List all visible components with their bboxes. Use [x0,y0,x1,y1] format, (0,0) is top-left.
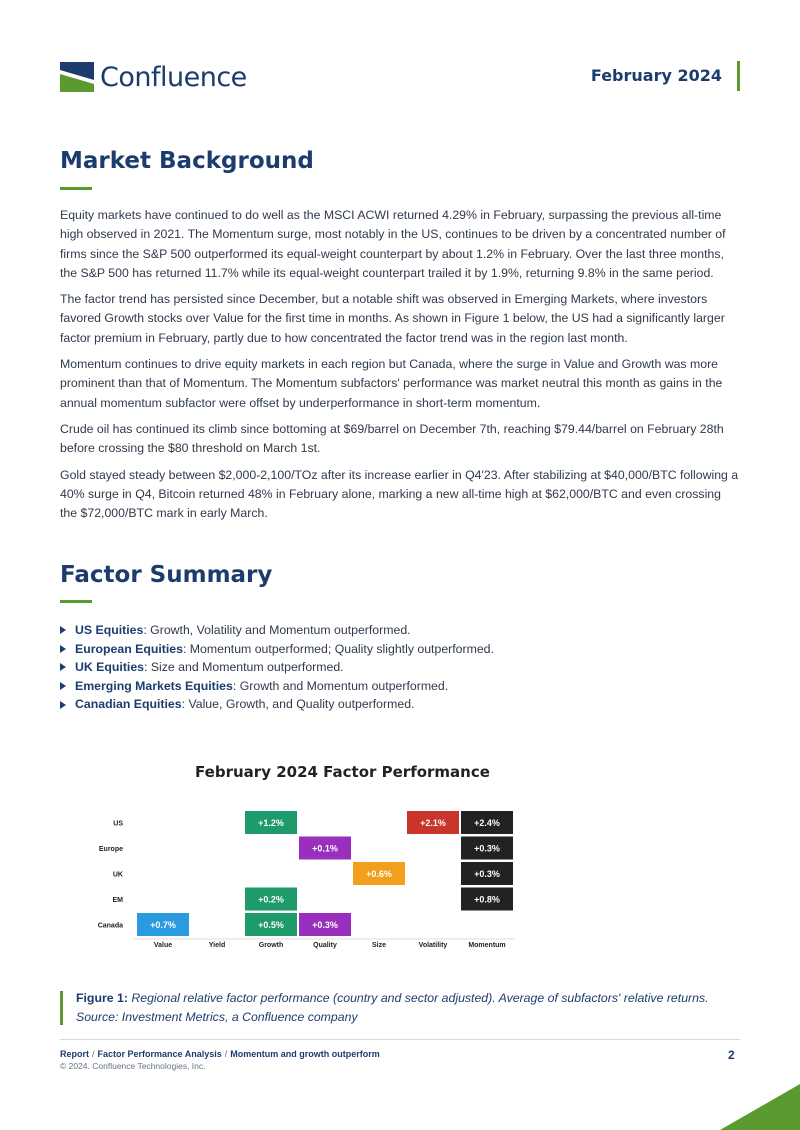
row-label: EM [112,897,123,904]
cell-value-label: +2.4% [474,818,500,828]
factor-summary-heading: Factor Summary [60,562,273,588]
column-label: Value [153,942,173,949]
page-number: 2 [728,1048,735,1062]
column-label: Size [371,942,387,949]
row-label: Europe [98,846,123,853]
paragraph: Gold stayed steady between $2,000-2,100/TOz after its increase earlier in Q4'23. After stabilizing at $40,000/BTC following a 40% surge in Q4, Bitcoin returned 48% in February alone, marking a new all-time high at $62,000/BTC and even crossing the $72,000/BTC mark in early March. [60,467,739,521]
list-item [60,677,740,696]
paragraph: Momentum continues to drive equity markets in each region but Canada, where the surge in Value and Growth was more prominent than that of Momentum. The Momentum subfactors' performance was market neutral this month as gains in the annual momentum subfactor were offset by underperformance in short-term momentum. [60,357,723,410]
region-summary: : Size and Momentum outperformed. [144,660,344,675]
heading-underline [60,600,92,603]
cell-value-label: +0.2% [258,894,284,905]
list-item [60,695,740,714]
column-label: Quality [313,942,337,949]
region-label: US Equities [75,623,144,637]
figure-label: Figure 1: [76,991,128,1005]
bullet-triangle-icon [60,645,66,653]
paragraph: Equity markets have continued to do well as the MSCI ACWI returned 4.29% in February, surpassing the previous all-time high observed in 2021. The Momentum surge, most notably in the US, continues to be driven by a concentrated number of firms since the S&P 500 outperformed its equal-weight counterpart by about 1.2% in February. Over the last three months, the S&P 500 has returned 11.7% while its equal-weight counterpart trailed it by 1.9%, returning 9.8% in the same period. [60,208,726,280]
confluence-logo-icon [60,62,94,92]
heading-underline [60,187,92,190]
paragraph: The factor trend has persisted since December, but a notable shift was observed in Emerging Markets, where investors favored Growth stocks over Value for the first time in months. As shown in Figure 1 below, the US had a significantly larger factor premium in February, partly due to how concentrated the factor trend was in the region last month. [60,292,725,345]
cell-value-label: +0.3% [474,869,500,879]
region-summary: : Momentum outperformed; Quality slightly outperformed. [182,641,494,656]
header-accent-bar [737,61,740,91]
column-label: Growth [258,942,284,949]
cell-value-label: +1.2% [258,818,284,828]
figure-caption-text: Regional relative factor performance (country and sector adjusted). Average of subfactors' relative returns. Source: Investment Metrics, a Confluence company [76,991,709,1024]
region-label: UK Equities [75,660,145,675]
breadcrumb [60,1049,380,1059]
cell-value-label: +0.1% [312,843,338,854]
column-label: Momentum [468,942,506,949]
bullet-triangle-icon [60,626,66,634]
cell-value-label: +0.8% [474,894,500,905]
list-item [60,640,740,659]
factor-performance-chart [85,758,525,958]
caption-accent-bar [60,991,63,1025]
corner-decoration [720,1084,800,1130]
row-label: Canada [97,922,123,930]
region-label: Canadian Equities [75,697,182,712]
list-item [60,658,740,677]
region-label: European Equities [75,641,183,656]
report-date: February 2024 [590,66,722,85]
chart-title: February 2024 Factor Performance [195,763,490,781]
breadcrumb-item[interactable]: Report [60,1049,89,1059]
confluence-logo [60,60,260,94]
market-background-heading: Market Background [60,148,314,174]
cell-value-label: +0.3% [474,843,500,854]
region-summary: : Growth, Volatility and Momentum outperformed. [143,623,411,637]
cell-value-label: +0.6% [366,869,392,879]
market-background-body [60,206,740,530]
cell-value-label: +0.5% [258,920,284,930]
column-label: Yield [208,942,226,949]
column-label: Volatility [418,942,448,949]
region-label: Emerging Markets Equities [75,678,233,693]
breadcrumb-separator: / [224,1049,228,1059]
cell-value-label: +0.7% [150,920,176,930]
footer-divider [60,1039,740,1040]
factor-heatmap-svg [85,758,525,958]
region-summary: : Value, Growth, and Quality outperformed. [181,697,415,712]
bullet-triangle-icon [60,701,66,709]
bullet-triangle-icon [60,682,66,690]
cell-value-label: +0.3% [312,920,338,930]
breadcrumb-item: Momentum and growth outperform [230,1049,380,1059]
region-summary: : Growth and Momentum outperformed. [232,678,449,693]
cell-value-label: +2.1% [420,818,446,828]
copyright: © 2024. Confluence Technologies, Inc. [60,1061,206,1071]
row-label: UK [112,871,123,879]
row-label: US [113,820,123,828]
breadcrumb-item[interactable]: Factor Performance Analysis [97,1049,222,1059]
bullet-triangle-icon [60,663,66,671]
figure-caption [76,989,746,1027]
list-item [60,621,740,640]
paragraph: Crude oil has continued its climb since bottoming at $69/barrel on December 7th, reaching $79.44/barrel on February 28th before crossing the $80 threshold on March 1st. [60,421,724,456]
logo-wordmark: Confluence [100,61,247,93]
breadcrumb-separator: / [92,1049,95,1059]
factor-summary-list [60,621,740,714]
